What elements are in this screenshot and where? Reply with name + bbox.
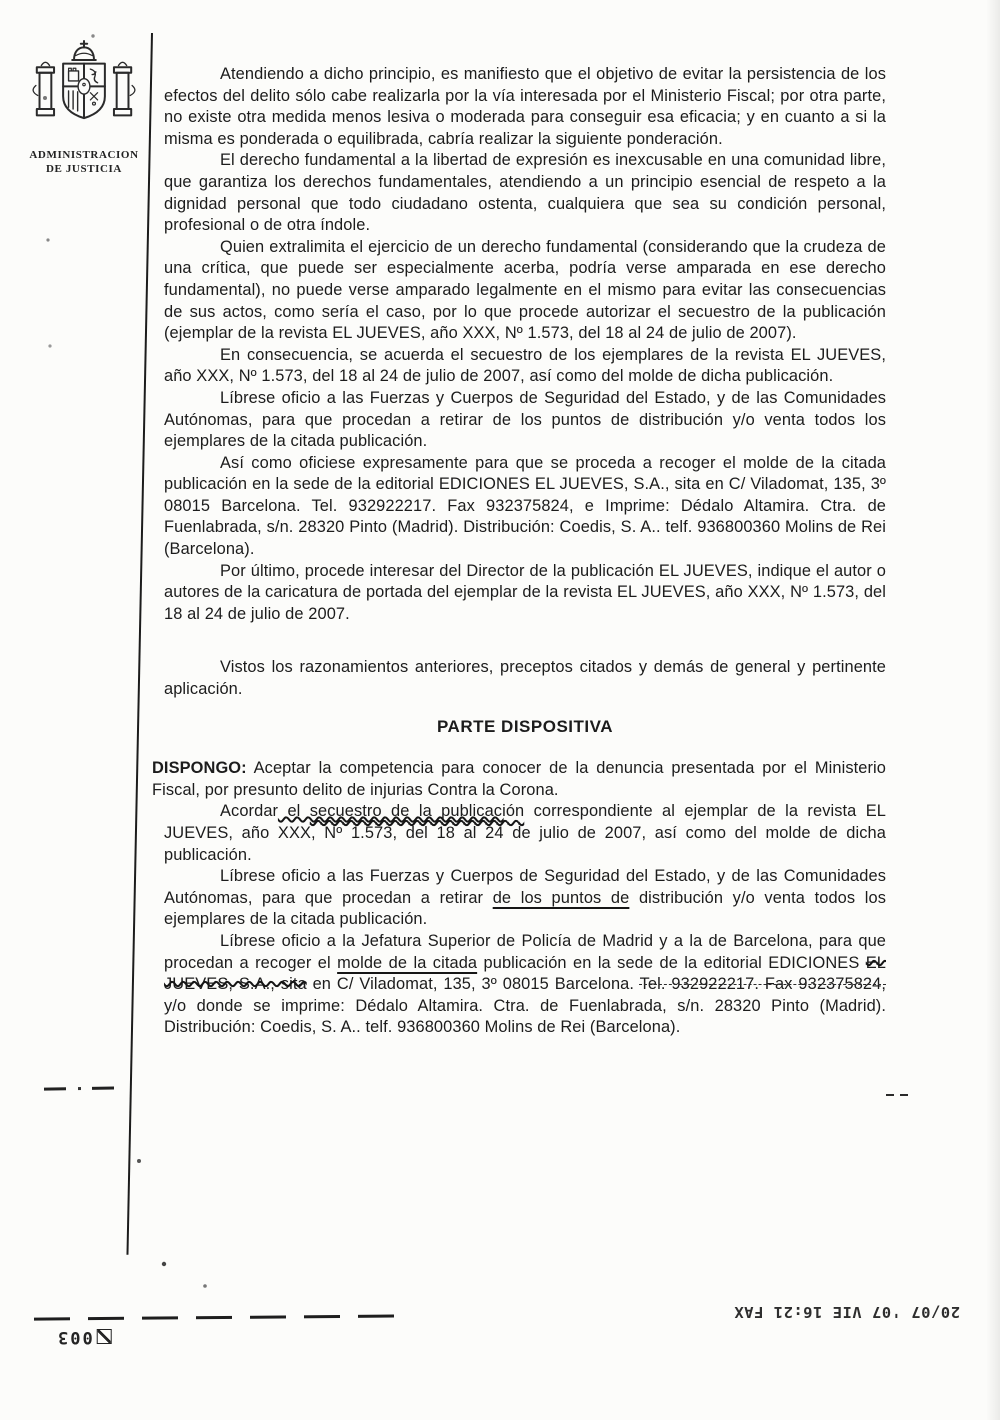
paragraph-derecho-fundamental: El derecho fundamental a la libertad de expresión es inexcusable en una comunidad libre, que garantiza los derechos fundamentales, atendiendo a un principio esencial de respeto a la dignidad personal que todo ciudadano ostenta, cualquiera que sea su condición personal, profesional o de otra índole.: [164, 151, 886, 235]
librese-puntos-post: distribución y/o venta todos los ejemplares de la citada publicación.: [164, 888, 887, 929]
paragraph-acordar-secuestro: [164, 801, 886, 866]
paragraph-dispongo: [152, 758, 886, 801]
pen-struck-phrase: EL JUEVES, S.A., sita: [164, 953, 886, 994]
librese-jefatura-post: y/o donde se imprime: Dédalo Altamira. Ctra. de Fuenlabrada, s/n. 28320 Pinto (Madrid). Distribución: Coedis, S. A.. telf. 936800360 Molins de Rei (Barcelona).: [164, 996, 886, 1037]
paragraph-vistos: Vistos los razonamientos anteriores, preceptos citados y demás de general y pertinente aplicación.: [164, 658, 886, 699]
document-body: [152, 64, 887, 1039]
fax-page-number: 003: [56, 1327, 93, 1347]
dispongo-text: Aceptar la competencia para conocer de la denuncia presentada por el Ministerio Fiscal, por presunto delito de injurias Contra la Corona.: [152, 759, 886, 799]
librese-puntos-pre: Líbrese oficio a las Fuerzas y Cuerpos de Seguridad del Estado, y de las Comunidades Autónomas, para que procedan a retirar: [164, 867, 886, 907]
paragraph-por-ultimo: Por último, procede interesar del Director de la publicación EL JUEVES, indique el autor o autores de la caricatura de portada del ejemplar de la revista EL JUEVES, año XXX, Nº 1.573, del 18 al 24 de julio de 2007.: [164, 561, 886, 623]
left-margin: [20, 38, 148, 176]
section-heading-parte-dispositiva: PARTE DISPOSITIVA: [436, 716, 613, 736]
fax-timestamp: 20/07 '07 VIE 16:21 FAX: [733, 1303, 960, 1321]
paragraph-librese-puntos: [164, 866, 886, 931]
pen-dashed-phrase: Tel. 932922217. Fax 932375824,: [639, 975, 886, 994]
bottom-dash-line: [34, 1314, 406, 1321]
paragraph-atendiendo: Atendiendo a dicho principio, es manifiesto que el objetivo de evitar la persistencia de los efectos del delito sólo cabe realizarla por la vía interesada por el Ministerio Fiscal; por otra parte, no existe otra medida menos lesiva o moderada para conseguir esa eficacia; y en cuanto a si la misma es ponderada o equilibrada, cabría realizar la siguiente ponderación.: [164, 65, 886, 148]
paragraph-asi-como-oficiese: Así como oficiese expresamente para que se proceda a recoger el molde de la citada publicación en la sede de la editorial EDICIONES EL JUEVES, S.A., sita en C/ Viladomat, 135, 3º 08015 Barcelona. Tel. 932922217. Fax 932375824, e Imprime: Dédalo Altamira. Ctra. de Fuenlabrada, s/n. 28320 Pinto (Madrid). Distribución: Coedis, S. A.. telf. 936800360 Molins de Rei (Barcelona).: [164, 453, 886, 559]
coat-of-arms-icon: [25, 38, 143, 142]
acordar-pre: Acordar el: [220, 802, 310, 821]
librese-jefatura-mid2: en C/ Viladomat, 135, 3º 08015 Barcelona.: [306, 975, 640, 994]
pen-underlined-phrase: molde de la citada: [337, 953, 478, 972]
paragraph-librese-jefatura: [164, 931, 886, 1039]
fax-page-counter: [56, 1327, 112, 1347]
librese-jefatura-mid1: publicación en la sede de la editorial EDICIONES: [477, 953, 866, 972]
librese-jefatura-pre: Líbrese oficio a la Jefatura Superior de Policía de Madrid y a la de Barcelona, para que procedan a recoger el: [164, 931, 886, 972]
margin-dash-mark: [44, 1086, 122, 1090]
margin-rule: [126, 33, 152, 1255]
right-dash-mark: [886, 1094, 910, 1096]
paragraph-en-consecuencia: En consecuencia, se acuerda el secuestro de los ejemplares de la revista EL JUEVES, año XXX, Nº 1.573, del 18 al 24 de julio de 2007, así como del molde de dicha publicación.: [164, 345, 886, 386]
pen-underlined-phrase: de los puntos de: [492, 888, 630, 907]
paragraph-quien-extralimita: Quien extralimita el ejercicio de un derecho fundamental (considerando que la crudeza de una crítica, que puede ser especialmente acerba, podría verse amparada en ese derecho fundamental), no puede verse amparado legalmente en el mismo para evitar las consecuencias de sus actos, como sería el caso, por lo que procede autorizar el secuestro de la publicación (ejemplar de la revista EL JUEVES, año XXX, Nº 1.573, del 18 al 24 de julio de 2007).: [164, 237, 886, 343]
emblem-label-line2: DE JUSTICIA: [46, 163, 122, 175]
scan-noise-specks: [0, 0, 2, 2]
dispongo-label: DISPONGO:: [152, 759, 247, 778]
fax-note-icon: [97, 1330, 112, 1345]
acordar-post: de julio de 2007, así como del molde de dicha publicación.: [164, 824, 886, 864]
acordar-mid: correspondiente al ejemplar de la revista EL JUEVES, año: [164, 802, 886, 842]
pen-underlined-phrase: secuestro de la publicación: [309, 802, 525, 821]
emblem-label: [20, 148, 148, 176]
emblem-label-line1: ADMINISTRACION: [29, 149, 139, 161]
paragraph-librese-fuerzas: Líbrese oficio a las Fuerzas y Cuerpos de Seguridad del Estado, y de las Comunidades Autónomas, para que procedan a retirar de los puntos de distribución y/o venta todos los ejemplares de la citada publicación.: [164, 388, 886, 451]
pen-overlined-phrase: XXX, Nº 1.573, del 18 al 24: [277, 824, 504, 842]
